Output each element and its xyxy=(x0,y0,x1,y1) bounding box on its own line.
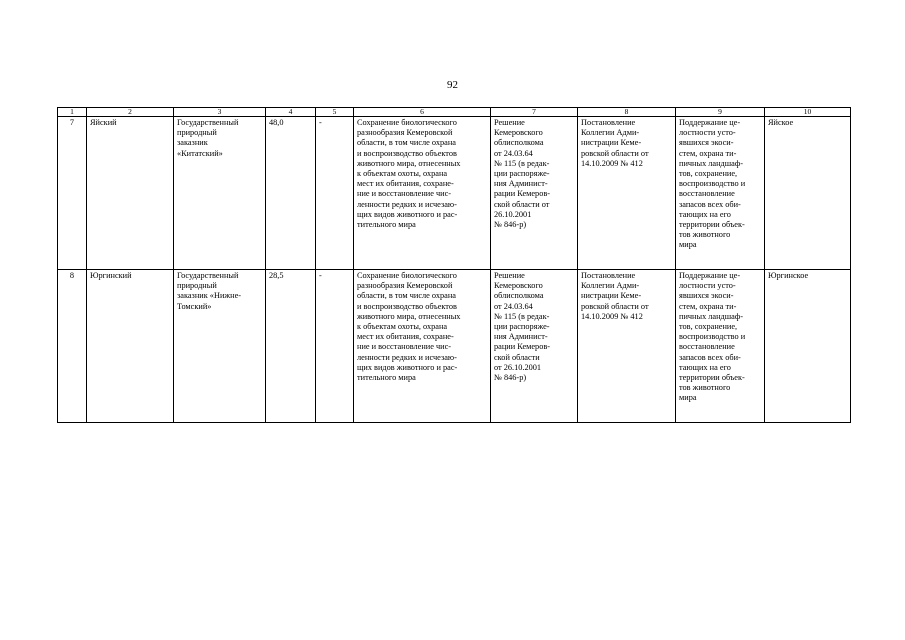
table-row xyxy=(58,117,851,270)
resolution-cell: Постановление Коллегии Адми- нистрации Кеме- ровской области от 14.10.2009 № 412 xyxy=(578,117,676,270)
column-number: 10 xyxy=(765,108,851,117)
district-cell: Яйский xyxy=(87,117,174,270)
reserves-table xyxy=(57,107,851,423)
column-number: 2 xyxy=(87,108,174,117)
table-row xyxy=(58,270,851,423)
column-number: 1 xyxy=(58,108,87,117)
purpose-cell: Сохранение биологического разнообразия Кемеровской области, в том числе охрана и воспроизводство объектов животного мира, отнесенных к объектам охоты, охрана мест их обитания, сохране- ние и восстановление чис- ленности редких и исчезаю- щих видов животного и рас- тительного мира xyxy=(354,270,491,423)
purpose-cell: Сохранение биологического разнообразия Кемеровской области, в том числе охрана и воспроизводство объектов животного мира, отнесенных к объектам охоты, охрана мест их обитания, сохране- ние и восстановление чис- ленности редких и исчезаю- щих видов животного и рас- тительного мира xyxy=(354,117,491,270)
column-number: 3 xyxy=(174,108,266,117)
reserve-name-cell: Государственный природный заказник «Китатский» xyxy=(174,117,266,270)
column-number: 4 xyxy=(266,108,316,117)
row-number: 8 xyxy=(58,270,87,423)
area-cell: 48,0 xyxy=(266,117,316,270)
page-number: 92 xyxy=(447,79,458,91)
settlement-cell: Яйское xyxy=(765,117,851,270)
reserve-name-cell: Государственный природный заказник «Нижне- Томский» xyxy=(174,270,266,423)
column-number: 6 xyxy=(354,108,491,117)
tasks-cell: Поддержание це- лостности усто- явшихся экоси- стем, охрана ти- пичных ландшаф- тов, сохранение, воспроизводство и восстановление запасов всех оби- тающих на его территории объек- тов животного мира xyxy=(676,270,765,423)
decision-cell: Решение Кемеровского облисполкома от 24.03.64 № 115 (в редак- ции распоряже- ния Админист- рации Кемеров- ской области от 26.10.2001 № 846-р) xyxy=(491,117,578,270)
tasks-cell: Поддержание це- лостности усто- явшихся экоси- стем, охрана ти- пичных ландшаф- тов, сохранение, воспроизводство и восстановление запасов всех оби- тающих на его территории объек- тов животного мира xyxy=(676,117,765,270)
district-cell: Юргинский xyxy=(87,270,174,423)
row-number: 7 xyxy=(58,117,87,270)
column-number: 7 xyxy=(491,108,578,117)
column-number-row xyxy=(58,108,851,117)
settlement-cell: Юргинское xyxy=(765,270,851,423)
column-number: 8 xyxy=(578,108,676,117)
area-cell: 28,5 xyxy=(266,270,316,423)
column-number: 9 xyxy=(676,108,765,117)
column5-cell: - xyxy=(316,117,354,270)
decision-cell: Решение Кемеровского облисполкома от 24.03.64 № 115 (в редак- ции распоряже- ния Админист- рации Кемеров- ской области от 26.10.2001 № 846-р) xyxy=(491,270,578,423)
resolution-cell: Постановление Коллегии Адми- нистрации Кеме- ровской области от 14.10.2009 № 412 xyxy=(578,270,676,423)
column5-cell: - xyxy=(316,270,354,423)
column-number: 5 xyxy=(316,108,354,117)
